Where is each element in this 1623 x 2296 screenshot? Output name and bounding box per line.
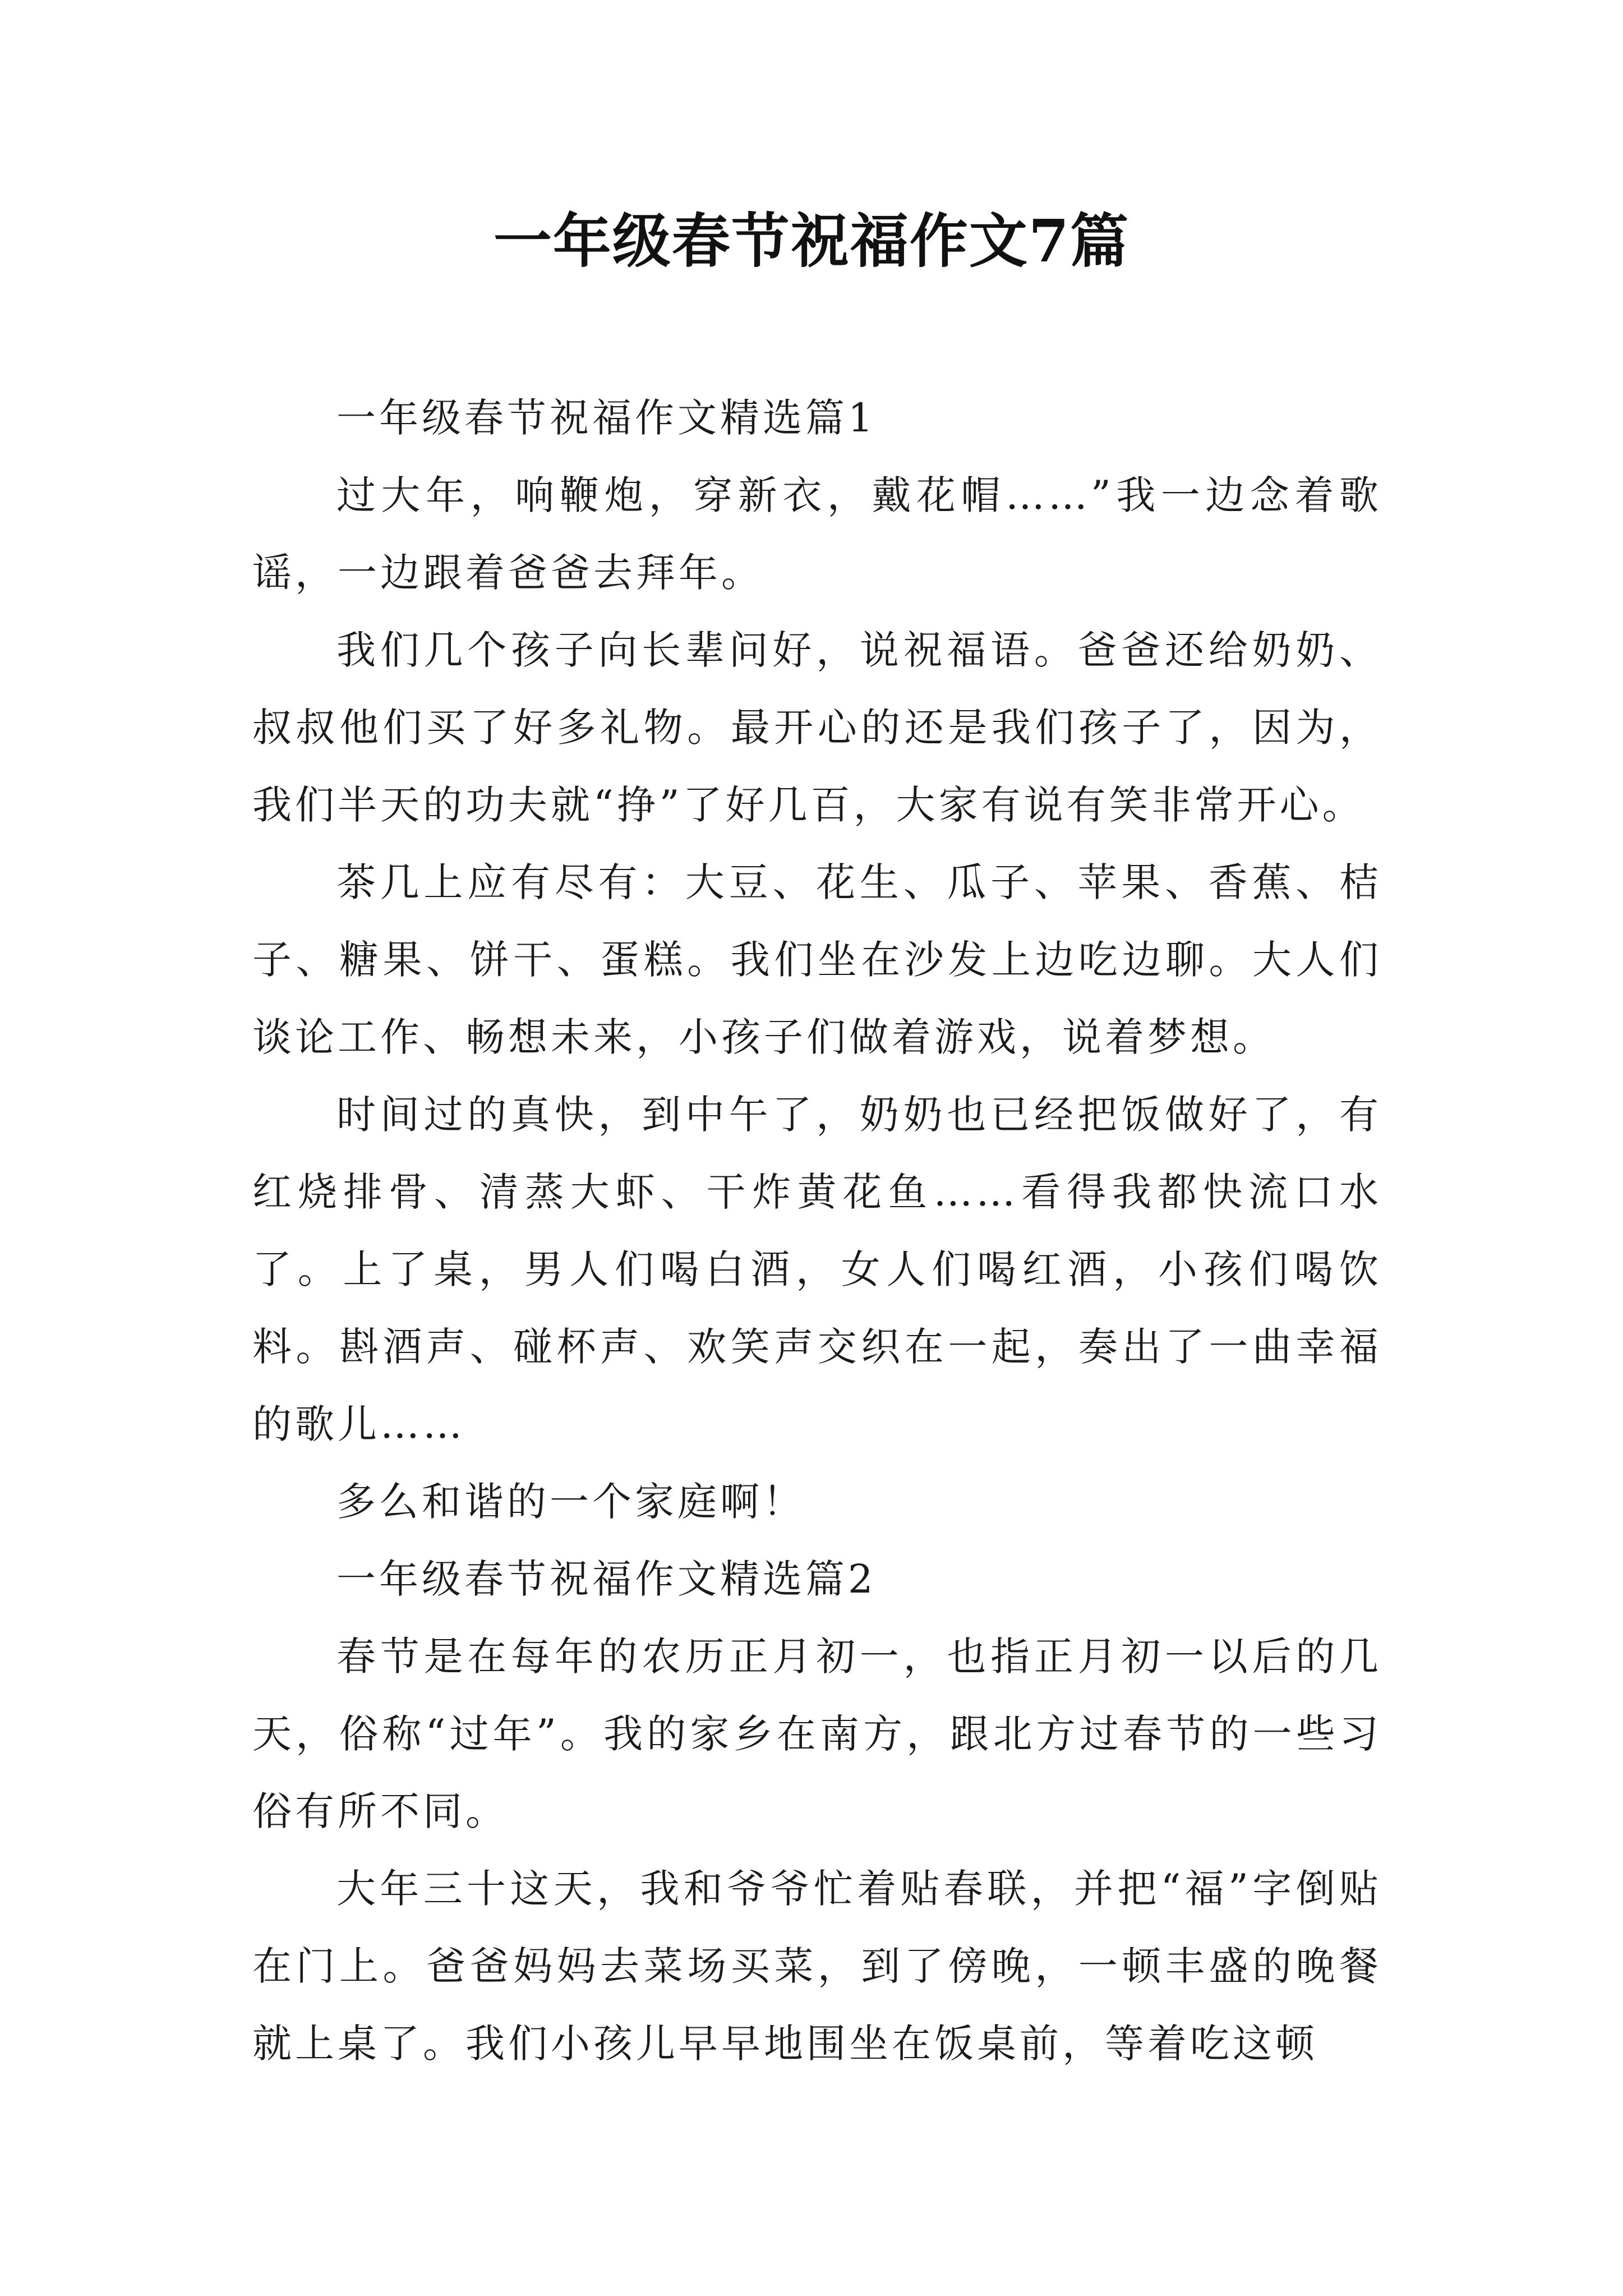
paragraph: 过大年，响鞭炮，穿新衣，戴花帽……”我一边念着歌谣，一边跟着爸爸去拜年。 xyxy=(252,472,1382,596)
paragraph: 时间过的真快，到中午了，奶奶也已经把饭做好了，有红烧排骨、清蒸大虾、干炸黄花鱼……看得我都快流口水了。上了桌，男人们喝白酒，女人们喝红酒，小孩们喝饮料。斟酒声、碰杯声、欢笑声交织在一起，奏出了一曲幸福的歌儿…… xyxy=(252,1092,1382,1447)
document-title: 一年级春节祝福作文7篇 xyxy=(493,206,1130,275)
paragraph: 茶几上应有尽有：大豆、花生、瓜子、苹果、香蕉、桔子、糖果、饼干、蛋糕。我们坐在沙发上边吃边聊。大人们谈论工作、畅想未来，小孩子们做着游戏，说着梦想。 xyxy=(252,859,1382,1060)
section-heading-1: 一年级春节祝福作文精选篇1 xyxy=(336,395,877,441)
section-heading-2: 一年级春节祝福作文精选篇2 xyxy=(336,1556,877,1602)
paragraph: 多么和谐的一个家庭啊！ xyxy=(336,1479,805,1525)
paragraph: 春节是在每年的农历正月初一，也指正月初一以后的几天，俗称“过年”。我的家乡在南方，跟北方过春节的一些习俗有所不同。 xyxy=(252,1634,1382,1834)
paragraph: 大年三十这天，我和爷爷忙着贴春联，并把“福”字倒贴在门上。爸爸妈妈去菜场买菜，到了傍晚，一顿丰盛的晚餐就上桌了。我们小孩儿早早地围坐在饭桌前，等着吃这顿 xyxy=(252,1866,1382,2067)
paragraph: 我们几个孩子向长辈问好，说祝福语。爸爸还给奶奶、叔叔他们买了好多礼物。最开心的还是我们孩子了，因为，我们半天的功夫就“挣”了好几百，大家有说有笑非常开心。 xyxy=(252,627,1382,828)
document-body xyxy=(252,379,1382,2082)
